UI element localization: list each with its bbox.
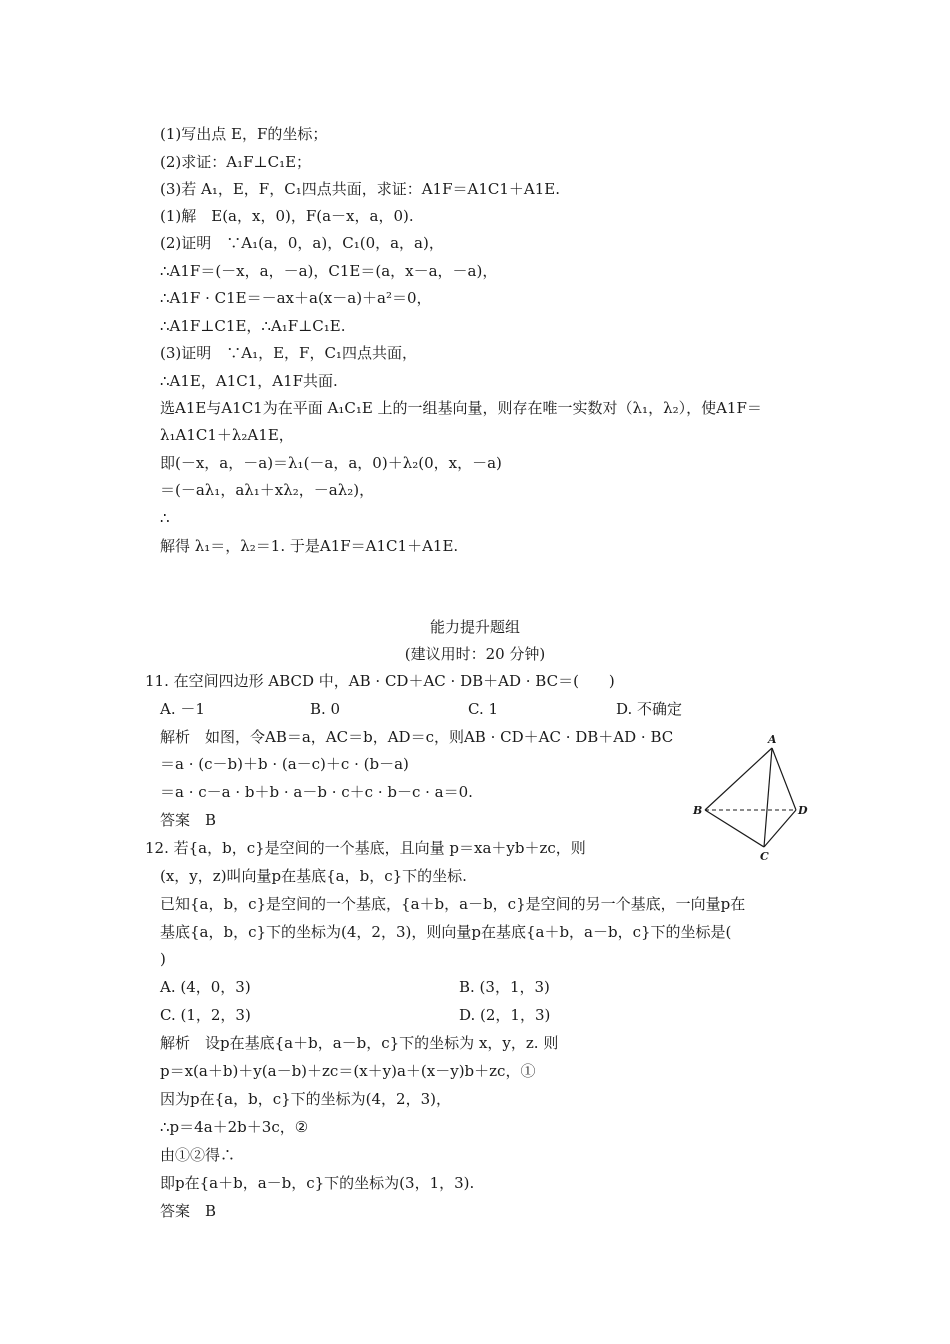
- part1-line-4: (1)解 E(a，x，0)，F(a－x，a，0).: [160, 207, 414, 225]
- edge-ab: [705, 748, 772, 810]
- vertex-label-a: A: [768, 733, 777, 746]
- part1-line-15: ∴: [160, 509, 170, 527]
- part1-line-5: (2)证明 ∵A₁(a，0，a)，C₁(0，a，a)，: [160, 234, 444, 252]
- q12-analysis-3: 因为p在{a，b，c}下的坐标为(4，2，3)，: [160, 1090, 451, 1108]
- part1-line-11: 选A1E与A1C1为在平面 A₁C₁E 上的一组基向量，则存在唯一实数对（λ₁，λ₂），使A1F＝: [160, 399, 762, 417]
- q11-option-a: A. －1: [160, 700, 205, 718]
- part1-line-14: ＝(－aλ₁，aλ₁＋xλ₂，－aλ₂)，: [160, 481, 375, 499]
- vertex-label-c: C: [760, 850, 769, 863]
- part1-line-6: ∴A1F＝(－x，a，－a)，C1E＝(a，x－a，－a)，: [160, 262, 498, 280]
- q12-analysis-5: 由①②得∴: [160, 1146, 236, 1164]
- part1-line-2: (2)求证：A₁F⊥C₁E；: [160, 153, 312, 171]
- vertex-label-d: D: [798, 804, 808, 817]
- q11-analysis-2: ＝a · (c－b)＋b · (a－c)＋c · (b－a): [160, 755, 409, 773]
- q11-option-b: B. 0: [310, 700, 341, 718]
- q12-analysis-2: p＝x(a＋b)＋y(a－b)＋zc＝(x＋y)a＋(x－y)b＋zc，①: [160, 1062, 536, 1080]
- q12-option-b: B. (3，1，3): [459, 978, 550, 996]
- q12-option-a: A. (4，0，3): [160, 978, 251, 996]
- q11-answer: 答案 B: [160, 811, 217, 829]
- part1-line-7: ∴A1F · C1E＝－ax＋a(x－a)＋a²＝0，: [160, 289, 432, 307]
- edge-dc: [764, 810, 796, 847]
- q12-stem-2: (x，y，z)叫向量p在基底{a，b，c}下的坐标.: [160, 867, 467, 885]
- q11-option-c: C. 1: [468, 700, 499, 718]
- edge-ad: [772, 748, 796, 810]
- part1-line-9: (3)证明 ∵A₁，E，F，C₁四点共面，: [160, 344, 417, 362]
- q12-stem-5: ): [160, 950, 166, 968]
- part1-line-3: (3)若 A₁，E，F，C₁四点共面，求证：A1F＝A1C1＋A1E.: [160, 180, 560, 198]
- part1-line-1: (1)写出点 E，F的坐标；: [160, 125, 328, 143]
- part1-line-10: ∴A1E，A1C1，A1F共面.: [160, 372, 338, 390]
- q12-analysis-1: 解析 设p在基底{a＋b，a－b，c}下的坐标为 x，y，z. 则: [160, 1034, 559, 1052]
- q12-option-d: D. (2，1，3): [459, 1006, 551, 1024]
- section-subtitle: (建议用时：20 分钟): [404, 645, 546, 663]
- part1-line-12: λ₁A1C1＋λ₂A1E，: [160, 426, 294, 444]
- edge-bc: [705, 810, 764, 847]
- part1-line-8: ∴A1F⊥C1E，∴A₁F⊥C₁E.: [160, 317, 346, 335]
- tetrahedron-figure: [690, 730, 815, 865]
- q12-analysis-4: ∴p＝4a＋2b＋3c，②: [160, 1118, 309, 1136]
- q12-option-c: C. (1，2，3): [160, 1006, 251, 1024]
- q11-analysis-1: 解析 如图，令AB＝a，AC＝b，AD＝c，则AB · CD＋AC · DB＋AD · BC: [160, 728, 674, 746]
- q12-stem-3: 已知{a，b，c}是空间的一个基底，{a＋b，a－b，c}是空间的另一个基底，一向量p在: [160, 895, 746, 913]
- part1-line-13: 即(－x，a，－a)＝λ₁(－a，a，0)＋λ₂(0，x，－a): [160, 454, 502, 472]
- section-title: 能力提升题组: [429, 618, 520, 636]
- q11-option-d: D. 不确定: [616, 700, 683, 718]
- part1-line-16: 解得 λ₁＝，λ₂＝1. 于是A1F＝A1C1＋A1E.: [160, 537, 459, 555]
- q12-stem-4: 基底{a，b，c}下的坐标为(4，2，3)，则向量p在基底{a＋b，a－b，c}下的坐标是(: [160, 923, 732, 941]
- vertex-label-b: B: [693, 804, 703, 817]
- edge-ac: [764, 748, 772, 847]
- q12-stem-1: 12. 若{a，b，c}是空间的一个基底，且向量 p＝xa＋yb＋zc，则: [145, 839, 586, 857]
- q11-stem: 11. 在空间四边形 ABCD 中，AB · CD＋AC · DB＋AD · BC＝( ): [145, 672, 615, 690]
- q11-analysis-3: ＝a · c－a · b＋b · a－b · c＋c · b－c · a＝0.: [160, 783, 473, 801]
- q12-analysis-6: 即p在{a＋b，a－b，c}下的坐标为(3，1，3).: [160, 1174, 475, 1192]
- q12-answer: 答案 B: [160, 1202, 217, 1220]
